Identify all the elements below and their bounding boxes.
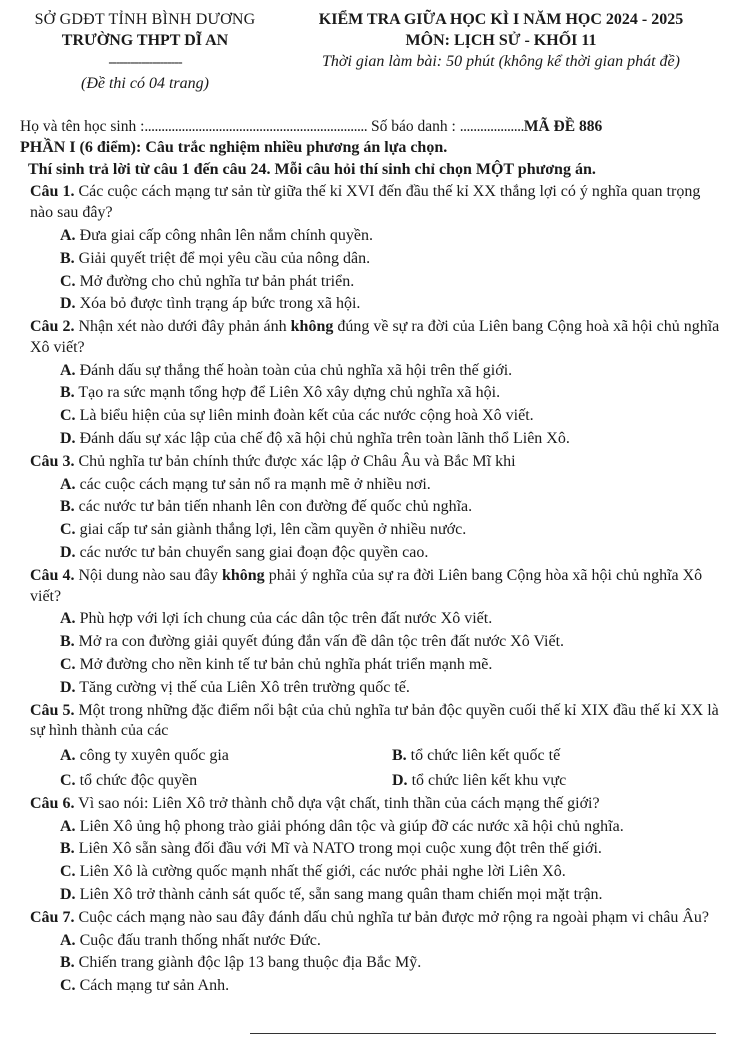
question-number: Câu 1. bbox=[30, 183, 75, 201]
question-text: Chủ nghĩa tư bản chính thức được xác lập ở Châu Âu và Bắc Mĩ khi bbox=[74, 452, 516, 470]
option-d: D. Xóa bỏ được tình trạng áp bức trong xã hội. bbox=[60, 295, 361, 313]
exam-subject: MÔN: LỊCH SỬ - KHỐI 11 bbox=[405, 31, 597, 49]
option-c: C. Cách mạng tư sản Anh. bbox=[60, 977, 230, 995]
option-d: D. tổ chức liên kết khu vực bbox=[392, 772, 567, 790]
question-text: Vì sao nói: Liên Xô trở thành chỗ dựa vật chất, tinh thần của cách mạng thế giới? bbox=[74, 794, 600, 812]
part1-instruction: Thí sinh trả lời từ câu 1 đến câu 24. Mỗi câu hỏi thí sinh chỉ chọn MỘT phương án. bbox=[28, 160, 596, 178]
option-a: A. Đánh dấu sự thắng thế hoàn toàn của chủ nghĩa xã hội trên thế giới. bbox=[60, 361, 513, 379]
header-dashes: -------------------- bbox=[108, 54, 182, 70]
option-b: B. Liên Xô sẵn sàng đối đầu với Mĩ và NATO trong mọi cuộc xung đột trên thế giới. bbox=[60, 840, 602, 858]
option-d: D. các nước tư bản chuyển sang giai đoạn độc quyền cao. bbox=[60, 544, 429, 562]
option-c: C. tổ chức độc quyền bbox=[60, 772, 198, 790]
option-d: D. Liên Xô trở thành cảnh sát quốc tế, sẵn sang mang quân tham chiến mọi mặt trận. bbox=[60, 886, 603, 904]
bottom-divider bbox=[250, 1033, 716, 1034]
student-id-label: Số báo danh : bbox=[371, 117, 456, 135]
student-id-dots: ................... bbox=[459, 117, 524, 135]
option-a: A. Liên Xô ủng hộ phong trào giải phóng dân tộc và giúp đỡ các nước xã hội chủ nghĩa. bbox=[60, 817, 624, 835]
department-name: SỞ GDĐT TỈNH BÌNH DƯƠNG bbox=[34, 11, 256, 28]
option-c: C. Liên Xô là cường quốc mạnh nhất thế giới, các nước phải nghe lời Liên Xô. bbox=[60, 863, 566, 881]
option-d: D. Tăng cường vị thế của Liên Xô trên trường quốc tế. bbox=[60, 678, 410, 696]
part1-title: PHẦN I (6 điểm): Câu trắc nghiệm nhiều phương án lựa chọn. bbox=[20, 138, 448, 156]
question-number: Câu 7. bbox=[30, 908, 75, 926]
question-3 bbox=[20, 452, 724, 564]
exam-title: KIỂM TRA GIỮA HỌC KÌ I NĂM HỌC 2024 - 2025 bbox=[318, 11, 684, 28]
option-d: D. Đánh dấu sự xác lập của chế độ xã hội chủ nghĩa trên toàn lãnh thổ Liên Xô. bbox=[60, 430, 570, 448]
question-text: Một trong những đặc điểm nổi bật của chủ nghĩa tư bản độc quyền cuối thế kỉ XIX đầu thế kỉ XX là sự hình thành của các bbox=[30, 701, 719, 740]
student-info-line bbox=[20, 117, 724, 137]
exam-time: Thời gian làm bài: 50 phút (không kể thời gian phát đề) bbox=[322, 52, 680, 70]
question-5 bbox=[20, 701, 724, 792]
option-c: C. Là biểu hiện của sự liên minh đoàn kết của các nước cộng hoà Xô viết. bbox=[60, 407, 534, 425]
question-text: Các cuộc cách mạng tư sản từ giữa thế kỉ XVI đến đầu thế kỉ XX thắng lợi có ý nghĩa quan trọng nào sau đây? bbox=[30, 183, 701, 222]
question-2: Câu 2. Nhận xét nào dưới đây phản ánh không đúng về sự ra đời của Liên bang Cộng hoà xã hội chủ nghĩa Xô viết? A. Đánh dấu sự thắng thế hoàn toàn của chủ nghĩa xã hội trên thế giới. B. Tạo ra sức mạnh tổng hợp để Liên Xô xây dựng chủ nghĩa xã hội. C. Là biểu hiện của sự liên minh đoàn kết của các nước cộng hoà Xô viết. D. Đánh dấu sự xác lập của chế độ xã hội chủ nghĩa trên toàn lãnh thổ Liên Xô. bbox=[20, 317, 724, 450]
student-name-label: Họ và tên học sinh : bbox=[20, 117, 145, 135]
student-name-dots: .................................................................. bbox=[144, 117, 368, 135]
option-c: C. giai cấp tư sản giành thắng lợi, lên cầm quyền ở nhiều nước. bbox=[60, 521, 467, 539]
option-a: A. Đưa giai cấp công nhân lên nắm chính quyền. bbox=[60, 226, 374, 244]
option-b: B. Mở ra con đường giải quyết đúng đắn vấn đề dân tộc trên đất nước Xô Viết. bbox=[60, 633, 565, 651]
question-number: Câu 3. bbox=[30, 452, 75, 470]
question-text: Cuộc cách mạng nào sau đây đánh dấu chủ nghĩa tư bản được mở rộng ra ngoài phạm vi châu Âu? bbox=[74, 908, 709, 926]
option-b: B. các nước tư bản tiến nhanh lên con đường đế quốc chủ nghĩa. bbox=[60, 498, 473, 516]
question-6 bbox=[20, 794, 724, 906]
question-number: Câu 2. bbox=[30, 318, 75, 336]
question-number: Câu 6. bbox=[30, 794, 75, 812]
option-a: A. Cuộc đấu tranh thống nhất nước Đức. bbox=[60, 931, 321, 949]
question-number: Câu 5. bbox=[30, 701, 75, 719]
emphasis-word: không bbox=[221, 566, 265, 584]
question-7 bbox=[20, 908, 724, 997]
header-left bbox=[20, 10, 270, 95]
option-a: A. các cuộc cách mạng tư sản nổ ra mạnh mẽ ở nhiều nơi. bbox=[60, 475, 431, 493]
emphasis-word: không bbox=[290, 318, 334, 336]
option-a: A. Phù hợp với lợi ích chung của các dân tộc trên đất nước Xô viết. bbox=[60, 610, 493, 628]
option-b: B. Chiến trang giành độc lập 13 bang thuộc địa Bắc Mỹ. bbox=[60, 954, 422, 972]
option-c: C. Mở đường cho chủ nghĩa tư bản phát triển. bbox=[60, 272, 355, 290]
header-right bbox=[270, 10, 724, 95]
option-c: C. Mở đường cho nền kinh tế tư bản chủ nghĩa phát triển mạnh mẽ. bbox=[60, 656, 493, 674]
option-b: B. Giải quyết triệt để mọi yêu cầu của nông dân. bbox=[60, 249, 371, 267]
pages-note: (Đề thi có 04 trang) bbox=[81, 74, 209, 92]
question-number: Câu 4. bbox=[30, 566, 75, 584]
exam-code: MÃ ĐỀ 886 bbox=[523, 117, 603, 135]
option-b: B. Tạo ra sức mạnh tổng hợp để Liên Xô xây dựng chủ nghĩa xã hội. bbox=[60, 384, 501, 402]
school-name: TRƯỜNG THPT DĨ AN bbox=[61, 31, 229, 49]
question-1 bbox=[20, 182, 724, 315]
exam-header bbox=[20, 10, 724, 95]
question-4: Câu 4. Nội dung nào sau đây không phải ý nghĩa của sự ra đời Liên bang Cộng hòa xã hội chủ nghĩa Xô viết? A. Phù hợp với lợi ích chung của các dân tộc trên đất nước Xô viết. B. Mở ra con đường giải quyết đúng đắn vấn đề dân tộc trên đất nước Xô Viết. C. Mở đường cho nền kinh tế tư bản chủ nghĩa phát triển mạnh mẽ. D. Tăng cường vị thế của Liên Xô trên trường quốc tế. bbox=[20, 566, 724, 699]
option-b: B. tổ chức liên kết quốc tế bbox=[392, 747, 561, 765]
option-a: A. công ty xuyên quốc gia bbox=[60, 747, 229, 765]
